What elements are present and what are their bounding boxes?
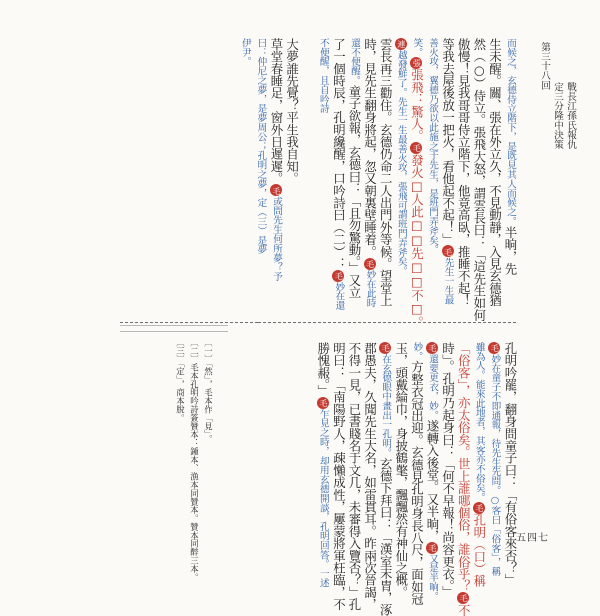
footnote-rule-bottom xyxy=(120,331,228,332)
upper-column xyxy=(378,38,394,307)
commentary-marker-badge: 毛 xyxy=(364,258,376,270)
commentary-text-run: 伊尹。 xyxy=(239,38,251,67)
upper-column xyxy=(456,38,472,307)
upper-column xyxy=(409,38,425,329)
commentary-text-run: 先生一生最善火攻，張飛可謂班門弄斧矣。 xyxy=(395,97,407,276)
main-text-run: 遂轉入後堂。又半晌， xyxy=(425,419,440,542)
commentary-text-run: 而候之，玄德侍立階下，是既見其人而候之。 xyxy=(505,38,516,226)
commentary-text-run: 妙在還 xyxy=(333,281,345,311)
commentary-marker-badge: 連 xyxy=(395,38,407,50)
main-text-run: 勝愧赧。」 xyxy=(315,342,331,397)
footnote-rule-top xyxy=(120,325,228,326)
main-text-run: 生未醒。關、張在外立久，不見動靜，入見玄德猶 xyxy=(487,38,503,307)
commentary-text-run: 又是半晌。 xyxy=(427,553,438,601)
commentary-marker-badge: 毛 xyxy=(332,270,344,282)
commentary-marker-badge: 毛 xyxy=(442,245,454,257)
upper-column xyxy=(471,38,487,322)
main-text-run: 郡愚夫，久聞先生大名，如雷貫耳。昨兩次晉謁， xyxy=(362,342,378,611)
lower-column xyxy=(488,342,500,576)
main-text-run: 玉，頭戴綸巾，身披鶴氅，飄飄然有神仙之概。 xyxy=(393,342,409,599)
commentary-text-run: 還要更衣，妙。 xyxy=(427,354,438,420)
main-text-run: 玄德下拜曰：「漢室末胄，涿 xyxy=(378,457,394,616)
main-text-run: 了一個時辰，孔明纔醒，口吟詩曰（二）： xyxy=(331,38,347,270)
running-header-title-line1: 定三分隆中決策 xyxy=(552,82,563,150)
main-text-run: 明曰：「南陽野人，疎懶成性，屢蒙將軍枉臨，不 xyxy=(331,342,347,611)
commentary-marker-badge: 毛 xyxy=(426,542,438,554)
lower-column xyxy=(362,342,378,611)
upper-column xyxy=(284,38,300,185)
commentary-text-run: 。 xyxy=(411,47,423,57)
footnote-entry: 〔一〕「然」，毛本作「見」。 xyxy=(203,338,214,443)
upper-column xyxy=(426,38,438,254)
commentary-marker-badge: 毛 xyxy=(317,397,329,409)
footnote-entry: 〔二〕毛本孔明吟詩簽贊本：鍾本、漁本同贊本。贊本同醉三本。 xyxy=(189,338,200,582)
commentary-text-run: 張飛：驚人。 xyxy=(409,68,425,143)
commentary-text-run: 越發鮮了。 xyxy=(395,50,407,97)
upper-column xyxy=(270,38,282,281)
commentary-marker-badge: 毛 xyxy=(379,342,391,354)
commentary-text-run: 妙在此時 xyxy=(364,269,376,308)
commentary-text-run: 妙。 xyxy=(411,342,423,361)
lower-column xyxy=(440,342,456,598)
main-text-run: 草堂春睡足，窗外日遲遲。 xyxy=(269,38,284,185)
main-text-run: 半晌，先 xyxy=(503,226,518,275)
main-text-run: 孔明吟罷，翻身問童子曰：「有俗客來否？」 xyxy=(503,342,518,586)
commentary-text-run: 在玄德眼中畫出一孔明。 xyxy=(380,354,392,458)
upper-column xyxy=(440,38,456,305)
upper-column xyxy=(504,38,516,275)
upper-column xyxy=(487,38,503,307)
lower-column xyxy=(315,342,331,588)
commentary-text-run: 先生一生最 xyxy=(442,257,454,305)
upper-column xyxy=(362,38,378,308)
main-text-run: 童子欲報，玄德曰：「且勿驚動。」又立 xyxy=(347,85,362,299)
footnote-entry: 〔三〕「定」，商本脫。 xyxy=(175,338,186,422)
commentary-text-run: 不便醒，且自吟詩 xyxy=(317,38,329,114)
main-text-run: 大夢誰先覺？平生我自知。 xyxy=(284,38,300,185)
commentary-text-run: 乍見之時，却用玄德開談，孔明回答。一述 xyxy=(317,408,329,588)
main-text-run: 傲慢！見我哥哥侍立階下，他竟高臥，推睡不起！ xyxy=(456,38,472,307)
lower-column xyxy=(331,342,347,611)
commentary-text-run: 善火攻，翼德乃欲以此施之于先生，是班門弄斧矣。 xyxy=(427,38,438,255)
lower-column xyxy=(393,342,409,599)
upper-column xyxy=(394,38,406,276)
commentary-marker-badge: 毛 xyxy=(488,342,500,354)
commentary-marker-badge: 毛 xyxy=(410,142,422,154)
commentary-text-run: 還不便醒。 xyxy=(349,38,360,85)
section-divider-lower-left xyxy=(120,322,258,323)
lower-column xyxy=(456,342,472,616)
commentary-marker-badge: 毛 xyxy=(270,184,282,196)
commentary-text-run: 孔明（口）稱 xyxy=(471,513,487,588)
commentary-marker-badge: 毛 xyxy=(426,342,438,354)
lower-column xyxy=(504,342,516,586)
commentary-text-run: 妙在童子不即通報，待先生先問。○客曰「俗客」，稱 xyxy=(489,354,501,577)
commentary-text-run: 發火□人此□□先□□不□。 xyxy=(409,154,425,329)
lower-column xyxy=(409,342,425,605)
commentary-text-run: 雖為人。能來此地者，其客亦不俗矣。 xyxy=(473,342,485,502)
lower-column xyxy=(378,342,394,616)
lower-column xyxy=(426,342,438,601)
upper-column xyxy=(238,38,250,66)
main-text-run: 等我去屋後放一把火，看他起不起！」 xyxy=(440,38,456,246)
lower-column xyxy=(348,342,360,610)
commentary-marker-badge: 毛 xyxy=(473,502,485,514)
commentary-marker-badge: 張 xyxy=(410,57,422,69)
section-divider-lower-right xyxy=(258,322,516,323)
running-header-chapter: 第三十八回 xyxy=(539,42,550,90)
main-text-run: 時，見先生翻身將起，忽又朝裏壁睡着。 xyxy=(362,38,378,258)
main-text-run: 雲長再三勸住。玄德仍命二人出門外等候。望堂上 xyxy=(378,38,394,307)
main-text-run: 時」。孔明乃起身曰：「何不早報！尚容更衣。」 xyxy=(440,342,456,598)
commentary-text-run: 「俗客」，亦太俗矣。世上誰哪個俗，誰俗乎？ xyxy=(456,342,472,592)
main-text-run: 然（○）侍立。張飛大怒，謂雲長曰：「這先生如何 xyxy=(471,38,487,322)
main-text-run: 方整衣冠出迎。玄德見孔明身長八尺，面如冠 xyxy=(409,360,425,605)
commentary-text-run: 笑 xyxy=(411,38,423,48)
main-text-run: 不得一見，已書賤名于文几，未審得入覽否？」孔 xyxy=(347,342,362,611)
page-number: 五四七 xyxy=(516,533,549,544)
commentary-text-run: 曰：仲尼之夢，是夢周公；孔明之夢，定（三）是夢 xyxy=(255,38,267,255)
upper-column xyxy=(348,38,360,298)
running-header-title-line2: 戰長江孫氏報仇 xyxy=(565,82,576,150)
commentary-marker-badge: 毛 xyxy=(457,592,469,604)
upper-column xyxy=(254,38,266,254)
upper-column xyxy=(316,38,328,113)
commentary-text-run: 不 xyxy=(456,604,472,616)
lower-column xyxy=(471,342,487,588)
upper-column xyxy=(331,38,347,311)
commentary-text-run: 或問先生何所夢？予 xyxy=(271,196,282,282)
